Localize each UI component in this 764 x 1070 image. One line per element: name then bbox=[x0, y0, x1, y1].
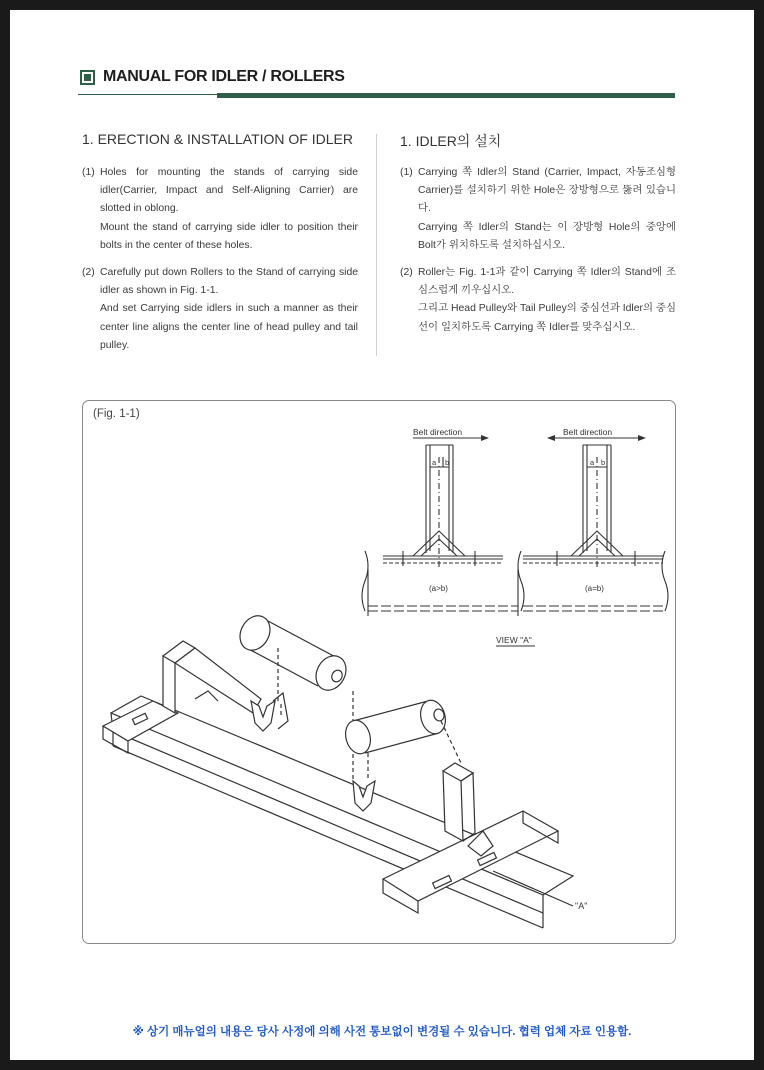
item-text: Mount the stand of carrying side idler to position their bolts in the center of these holes. bbox=[100, 221, 358, 251]
column-divider bbox=[376, 134, 377, 356]
item-text: Roller는 Fig. 1-1과 같이 Carrying 쪽 Idler의 Stand에 조심스럽게 끼우십시오. bbox=[418, 267, 676, 297]
header-rule-thin bbox=[78, 94, 228, 95]
item-number: (2) bbox=[82, 267, 95, 279]
english-column bbox=[82, 164, 358, 364]
idler-diagram bbox=[83, 401, 675, 943]
callout-a-label: "A" bbox=[575, 901, 588, 911]
detail-view-right bbox=[496, 427, 668, 646]
manual-page bbox=[10, 10, 754, 1060]
header-rule-thick bbox=[217, 93, 675, 98]
item-text: Holes for mounting the stands of carrying side idler(Carrier, Impact and Self-Aligning Carrier) are slotted in oblong. bbox=[100, 167, 358, 215]
figure-caption: (Fig. 1-1) bbox=[93, 408, 140, 420]
dim-a-right: a bbox=[590, 458, 595, 467]
item-number: (2) bbox=[400, 267, 413, 279]
item-text: Carrying 쪽 Idler의 Stand (Carrier, Impact, 자동조심형 Carrier)를 설치하기 위한 Hole은 장방형으로 뚫려 있습니다. bbox=[418, 167, 676, 215]
english-item-1 bbox=[82, 164, 358, 255]
label-a-equal-b: (a=b) bbox=[585, 584, 604, 593]
page-header bbox=[80, 68, 345, 86]
detail-view-left bbox=[362, 427, 524, 616]
footer-note: ※ 상기 매뉴얼의 내용은 당사 사정에 의해 사전 통보없이 변경될 수 있습니다. 협력 업체 자료 인용함. bbox=[132, 1026, 632, 1038]
dim-b-left: b bbox=[445, 458, 450, 467]
page-title: MANUAL FOR IDLER / ROLLERS bbox=[103, 68, 345, 85]
header-square-icon bbox=[80, 70, 95, 85]
item-text: Carrying 쪽 Idler의 Stand는 이 장방형 Hole의 중앙에 Bolt가 위치하도록 설치하십시오. bbox=[418, 221, 676, 251]
item-text: 그리고 Head Pulley와 Tail Pulley의 중심선과 Idler의 중심선이 일치하도록 Carrying 쪽 Idler를 맞추십시오. bbox=[418, 303, 676, 333]
dim-a-left: a bbox=[432, 458, 437, 467]
belt-direction-left: Belt direction bbox=[413, 427, 463, 437]
korean-column bbox=[400, 164, 676, 346]
item-text: Carefully put down Rollers to the Stand of carrying side idler as shown in Fig. 1-1. bbox=[100, 267, 358, 297]
label-a-greater-b: (a>b) bbox=[429, 584, 448, 593]
figure-frame bbox=[82, 400, 676, 944]
korean-section-title: 1. IDLER의 설치 bbox=[400, 133, 502, 149]
dim-b-right: b bbox=[601, 458, 606, 467]
item-number: (1) bbox=[400, 167, 413, 178]
idler-isometric bbox=[103, 611, 587, 928]
korean-item-1 bbox=[400, 164, 676, 255]
english-item-2 bbox=[82, 264, 358, 355]
english-section-title: 1. ERECTION & INSTALLATION OF IDLER bbox=[82, 131, 353, 147]
korean-item-2 bbox=[400, 264, 676, 337]
belt-direction-right: Belt direction bbox=[563, 427, 613, 437]
item-number: (1) bbox=[82, 167, 95, 178]
item-text: And set Carrying side idlers in such a manner as their center line aligns the center line of head pulley and tail pulley. bbox=[100, 303, 358, 351]
view-a-label: VIEW "A" bbox=[496, 635, 532, 645]
